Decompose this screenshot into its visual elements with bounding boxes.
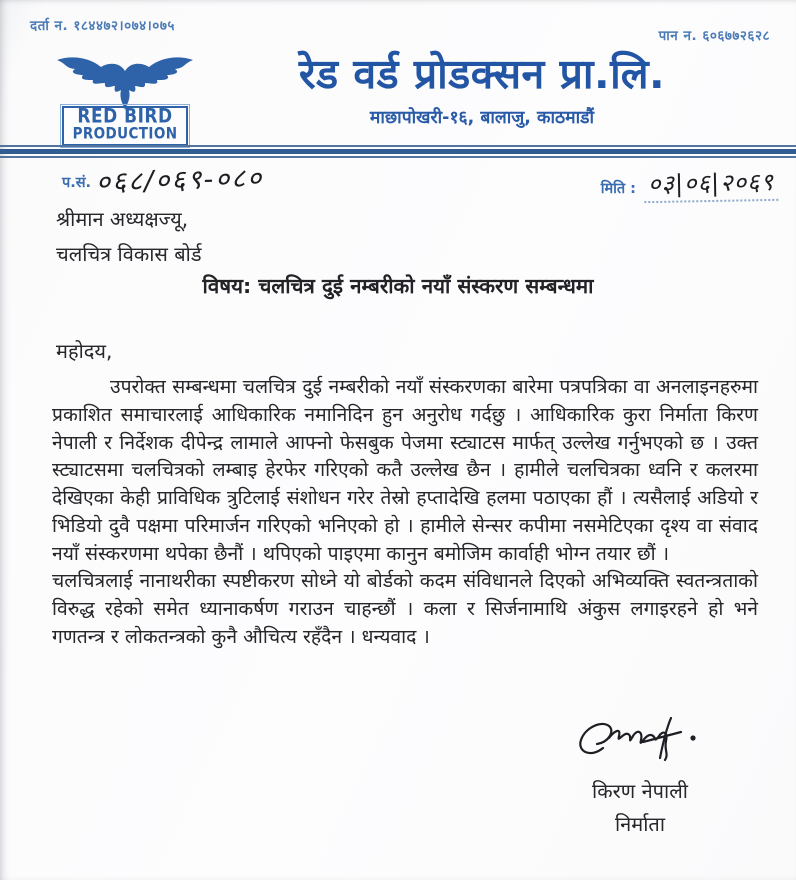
date-row: [601, 166, 778, 202]
pan-number: [659, 26, 770, 44]
company-logo: [52, 54, 198, 146]
date-label: मिति :: [600, 181, 636, 197]
addressee-line2: चलचित्र विकास बोर्ड: [56, 242, 202, 266]
salutation: महोदय,: [56, 339, 113, 363]
registration-value: १८४४७२।०७४।०७५: [73, 18, 175, 34]
logo-line2: PRODUCTION: [72, 124, 178, 143]
signature-icon: [540, 708, 740, 770]
signatory-title: निर्माता: [615, 812, 665, 836]
ref-number-value: ०६८/०६९-०८०: [95, 162, 264, 199]
letter-body: [52, 373, 758, 651]
logo-line1: RED BIRD: [77, 105, 173, 129]
ref-number-label: प.सं.: [62, 175, 92, 191]
pan-label: पान न.: [658, 28, 698, 44]
body-paragraph-1: उपरोक्त सम्बन्धमा चलचित्र दुई नम्बरीको नयाँ संस्करणका बारेमा पत्रपत्रिका वा अनलाइनहरुमा प्रकाशित समाचारलाई आधिकारिक नमानिदिन हुन अनुरोध गर्दछु । आधिकारिक कुरा निर्माता किरण नेपाली र निर्देशक दीपेन्द्र लामाले आफ्नो फेसबुक पेजमा स्ट्याटस मार्फत् उल्लेख गर्नुभएको छ । उक्त स्ट्याटसमा चलचित्रको लम्बाइ हेरफेर गरिएको कतै उल्लेख छैन । हामीले चलचित्रका ध्वनि र कलरमा देखिएका केही प्राविधिक त्रुटिलाई संशोधन गरेर तेस्रो हप्तादेखि हलमा पठाएका हौं । त्यसैलाई अडियो र भिडियो दुवै पक्षमा परिमार्जन गरिएको भनिएको हो । हामीले सेन्सर कपीमा नसमेटिएका दृश्य वा संवाद नयाँ संस्करणमा थपेका छैनौं । थपिएको पाइएमा कानुन बमोजिम कार्वाही भोग्न तयार छौं ।: [52, 375, 758, 565]
logo-text-box: [62, 106, 188, 146]
pan-value: ६०६७७२६२८: [702, 28, 770, 44]
eagle-icon: [52, 54, 198, 112]
registration-label: दर्ता न.: [30, 18, 69, 34]
date-value: ०३|०६|२०६९: [644, 165, 779, 203]
header-divider: [0, 145, 796, 158]
company-name: रेड वर्ड प्रोडक्सन प्रा.लि.: [298, 50, 666, 98]
addressee-block: [56, 202, 202, 272]
signatory-name: किरण नेपाली: [592, 779, 688, 803]
subject-line: विषय: चलचित्र दुई नम्बरीको नयाँ संस्करण सम्बन्धमा: [202, 274, 594, 298]
body-paragraph-2: चलचित्रलाई नानाथरीका स्पष्टीकरण सोध्ने यो बोर्डको कदम संविधानले दिएको अभिव्यक्ति स्वतन्त्रताको विरुद्ध रहेको समेत ध्यानाकर्षण गराउन चाहन्छौं । कला र सिर्जनामाथि अंकुस लगाइरहने हो भने गणतन्त्र र लोकतन्त्रको कुनै औचित्य रहँदैन । धन्यवाद ।: [52, 569, 758, 649]
signature-block: [540, 708, 740, 838]
company-address: माछापोखरी-१६, बालाजु, काठमाडौं: [369, 108, 595, 128]
addressee-line1: श्रीमान अध्यक्षज्यू,: [56, 207, 189, 231]
registration-number: [30, 16, 175, 34]
